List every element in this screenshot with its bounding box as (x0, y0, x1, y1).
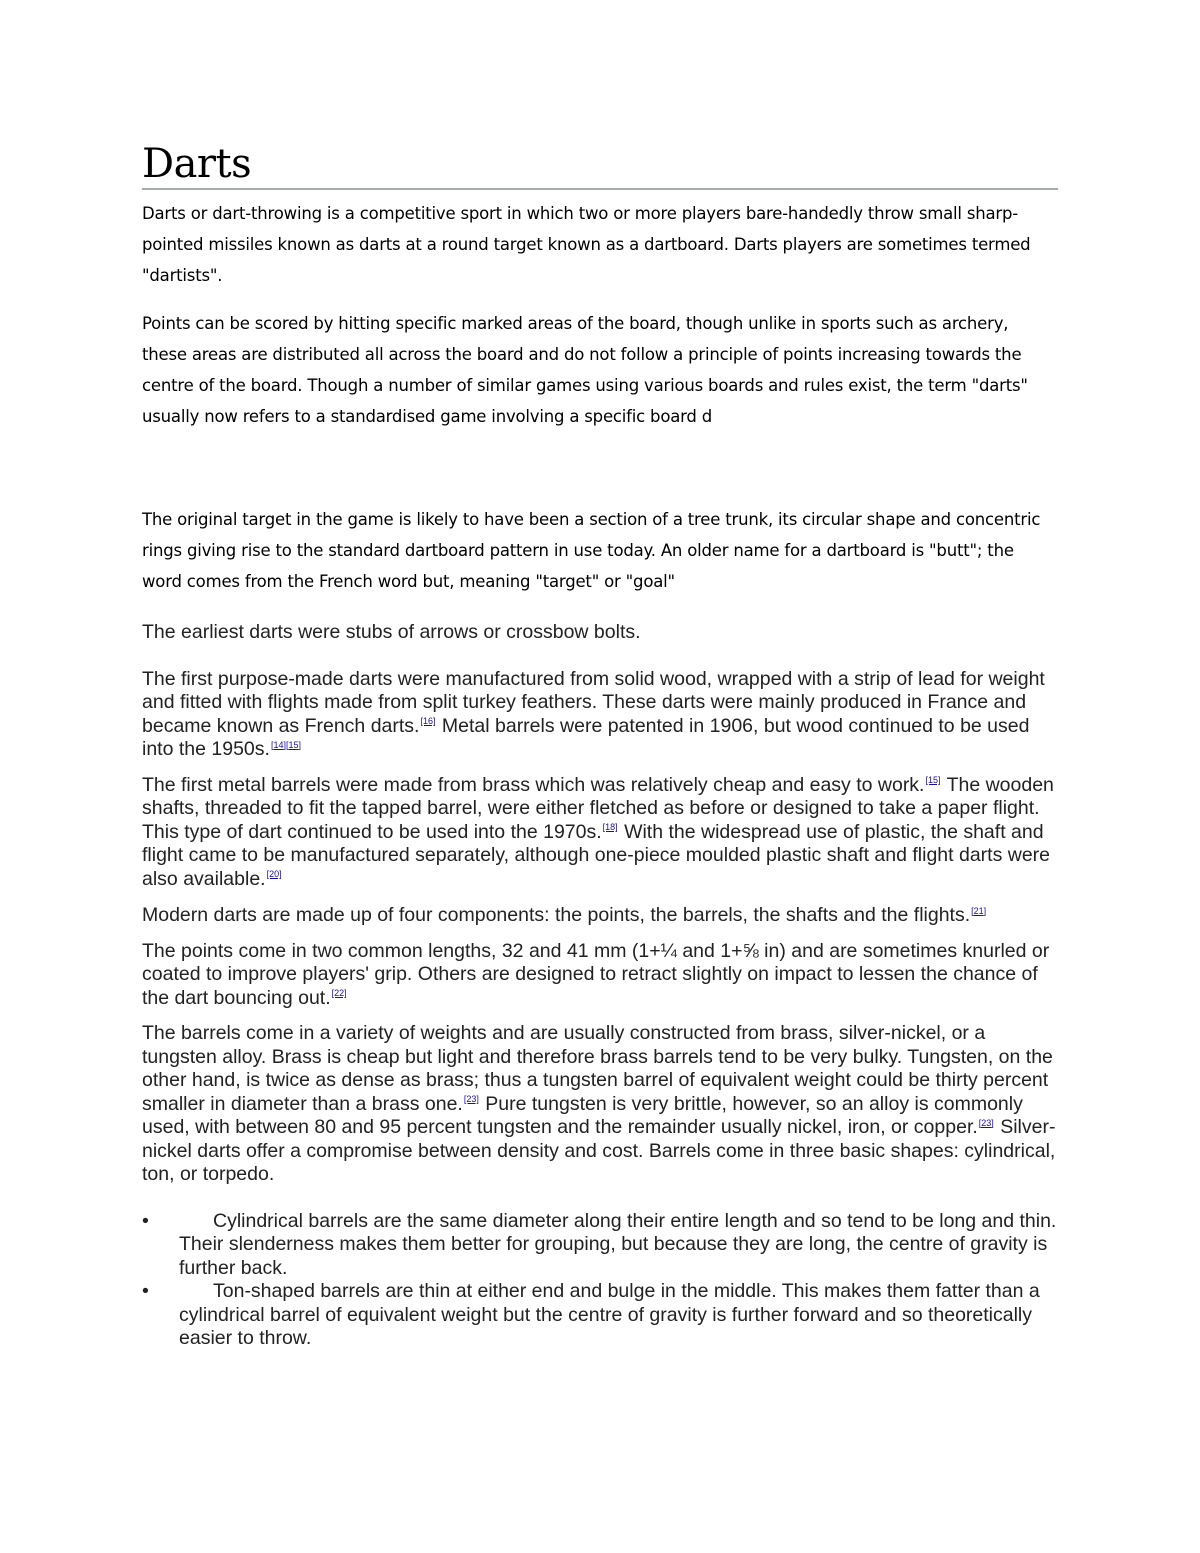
history-paragraph-2 (142, 668, 1058, 762)
components-paragraph-3-text-b: Pure tungsten is very brittle, however, so an alloy is commonly used, with between 80 and 95 percent tungsten and the remainder usually nickel, iron, or copper. (142, 1092, 1023, 1138)
citation-link[interactable]: [15] (925, 775, 941, 785)
history-paragraph-3-text-a: The first metal barrels were made from brass which was relatively cheap and easy to work. (142, 773, 925, 796)
citation-link[interactable]: [23] (463, 1094, 479, 1104)
citation-link[interactable]: [23] (978, 1117, 994, 1128)
history-paragraph-2-text-b: Metal barrels were patented in 1906, but wood continued to be used into the 1950s. (142, 714, 1030, 760)
components-paragraph-1 (142, 904, 1058, 928)
history-paragraph-3-text-c: With the widespread use of plastic, the shaft and flight came to be manufactured separately, although one-piece moulded plastic shaft and flight darts were also available. (142, 820, 1051, 890)
list-item-text: Cylindrical barrels are the same diameter along their entire length and so tend to be long and thin. Their slenderness makes them better for grouping, but because they are long, the centre of gravity is further back. (179, 1209, 1057, 1279)
bullet-icon: • (142, 1209, 149, 1232)
citation-link[interactable]: [22] (331, 988, 347, 998)
blank-space (142, 432, 1058, 504)
history-paragraph-2-text-a: The first purpose-made darts were manufactured from solid wood, wrapped with a strip of lead for weight and fitted with flights made from split turkey feathers. These darts were mainly produced in France and became known as French darts. (142, 667, 1045, 737)
list-item (142, 1280, 1058, 1351)
citation-link[interactable]: [20] (266, 869, 282, 879)
barrel-shapes-list (142, 1210, 1058, 1351)
history-paragraph-3 (142, 774, 1058, 892)
list-item (142, 1210, 1058, 1281)
bullet-icon: • (142, 1280, 149, 1302)
components-paragraph-2 (142, 940, 1058, 1011)
intro-paragraph-3: The original target in the game is likely to have been a section of a tree trunk, its circular shape and concentric rings giving rise to the standard dartboard pattern in use today. An older name for a dartboard is "butt"; the word comes from the French word but, meaning "target" or "goal" (142, 510, 1041, 591)
citation-link[interactable]: [14][15] (270, 739, 301, 750)
history-paragraph-1: The earliest darts were stubs of arrows or crossbow bolts. (142, 621, 641, 643)
components-paragraph-3-text-c: Silver-nickel darts offer a compromise between density and cost. Barrels come in three basic shapes: cylindrical, ton, or torpedo. (142, 1116, 1056, 1185)
components-paragraph-3 (142, 1022, 1058, 1187)
intro-paragraph-2: Points can be scored by hitting specific marked areas of the board, though unlike in sports such as archery, these areas are distributed all across the board and do not follow a principle of points increasing towards the centre of the board. Though a number of similar games using various boards and rules exist, the term "darts" usually now refers to a standardised game involving a specific board d (142, 314, 1028, 426)
citation-link[interactable]: [21] (971, 905, 987, 916)
components-paragraph-2-text: The points come in two common lengths, 32 and 41 mm (1+¼ and 1+⅝ in) and are sometimes knurled or coated to improve players' grip. Others are designed to retract slightly on impact to lessen the chance of the dart bouncing out. (142, 939, 1050, 1009)
components-paragraph-3-text-a: The barrels come in a variety of weights and are usually constructed from brass, silver-nickel, or a tungsten alloy. Brass is cheap but light and therefore brass barrels tend to be very bulky. Tungsten, on the other hand, is twice as dense as brass; thus a tungsten barrel of equivalent weight could be thirty percent smaller in diameter than a brass one. (142, 1022, 1053, 1115)
page-title: Darts (142, 141, 252, 187)
list-item-text: Ton-shaped barrels are thin at either end and bulge in the middle. This makes them fatter than a cylindrical barrel of equivalent weight but the centre of gravity is further forward and so theoretically easier to throw. (179, 1280, 1040, 1349)
title-divider (142, 188, 1058, 190)
history-paragraph-3-text-b: The wooden shafts, threaded to fit the tapped barrel, were either fletched as before or designed to take a paper flight. This type of dart continued to be used into the 1970s. (142, 773, 1054, 843)
citation-link[interactable]: [16] (420, 716, 436, 726)
intro-paragraph-1: Darts or dart-throwing is a competitive sport in which two or more players bare-handedly throw small sharp-pointed missiles known as darts at a round target known as a dartboard. Darts players are sometimes termed "dartists". (142, 204, 1031, 285)
citation-link[interactable]: [18] (602, 822, 618, 832)
document-page (142, 140, 1058, 1351)
components-paragraph-1-text: Modern darts are made up of four components: the points, the barrels, the shafts and the flights. (142, 904, 971, 926)
